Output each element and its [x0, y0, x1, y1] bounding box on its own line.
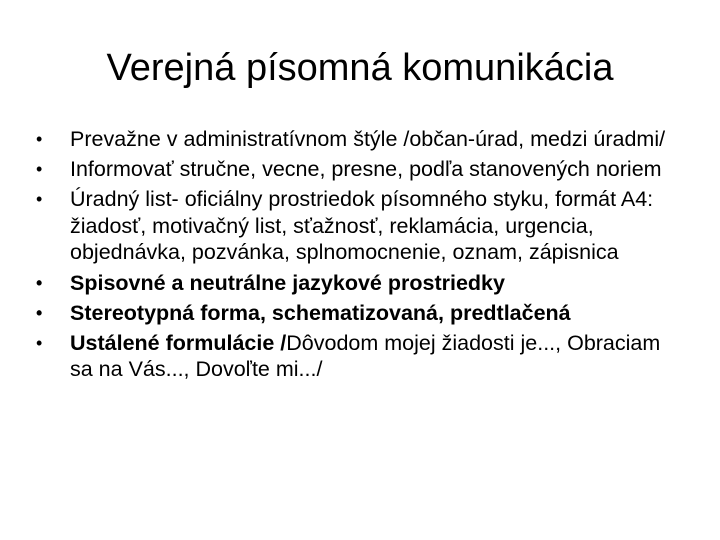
bullet-list [36, 126, 676, 387]
list-item [36, 270, 676, 297]
bullet-icon: • [36, 332, 43, 353]
list-item-text: Úradný list- oficiálny prostriedok písomného styku, formát A4: žiadosť, motivačný list, sťažnosť, reklamácia, urgencia, objednávka, pozvánka, splnomocnenie, oznam, zápisnica [70, 187, 654, 265]
list-item-bold-text: Ustálené formulácie / [70, 330, 287, 355]
bullet-icon: • [36, 159, 43, 180]
list-item [36, 126, 676, 153]
bullet-icon: • [36, 129, 43, 149]
list-item [36, 300, 676, 327]
list-item [36, 186, 676, 266]
bullet-icon: • [36, 272, 43, 293]
bullet-icon: • [36, 302, 43, 323]
bullet-icon: • [36, 189, 43, 210]
list-item-text: Informovať stručne, vecne, presne, podľa stanovených noriem [70, 157, 662, 182]
list-item-text: Dôvodom mojej žiadosti je..., Obraciam sa na Vás..., Dovoľte mi.../ [70, 330, 661, 382]
list-item-text: Spisovné a neutrálne jazykové prostriedky [70, 270, 505, 295]
list-item-text: Prevažne v administratívnom štýle /občan-úrad, medzi úradmi/ [70, 127, 666, 151]
list-item-text: Stereotypná forma, schematizovaná, predtlačená [70, 300, 571, 325]
slide-title: Verejná písomná komunikácia [106, 47, 614, 89]
list-item [36, 330, 676, 383]
list-item [36, 156, 676, 183]
